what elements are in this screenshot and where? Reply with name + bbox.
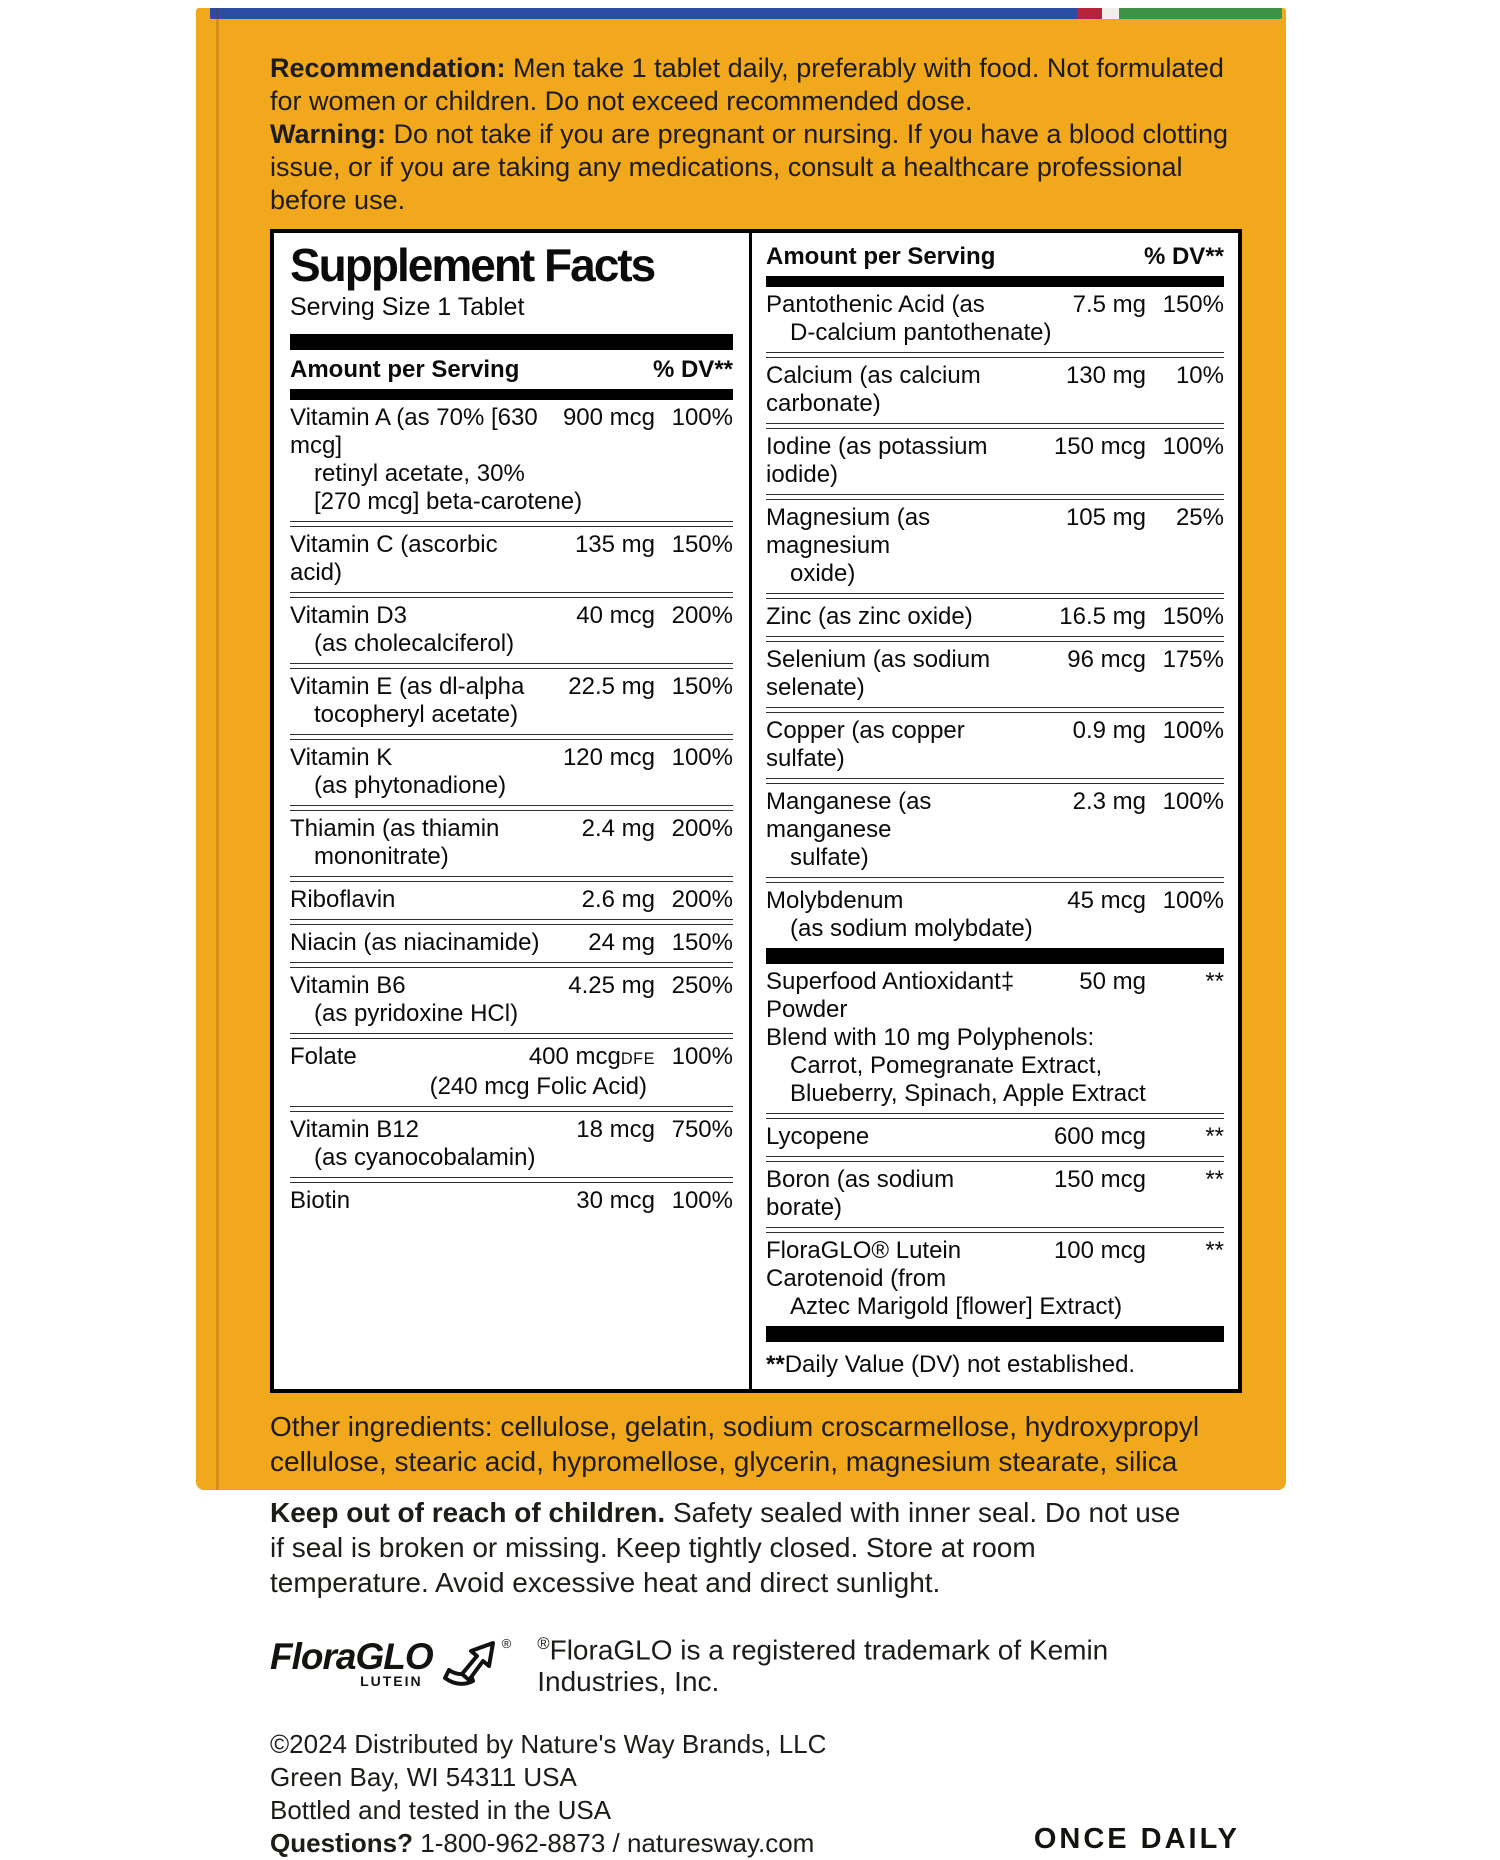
nutrient-amount: 96 mcg [1067,646,1146,673]
nutrient-name: Vitamin D3 [290,602,407,630]
nutrient-name-continuation: mononitrate) [314,843,449,871]
nutrient-name: Niacin (as niacinamide) [290,929,540,957]
nutrient-amount: 50 mg [1079,968,1146,995]
nutrient-row [766,964,1224,1113]
nutrient-amount: 2.3 mg [1072,788,1146,815]
nutrient-amount: 24 mg [588,929,655,957]
nutrient-dv: 250% [671,972,733,1000]
distributor-block [270,1728,1242,1860]
package-back-panel [196,8,1286,1859]
nutrient-row [290,811,733,876]
nutrient-dv: 150% [671,929,733,957]
floraglo-trademark-row [270,1634,1242,1698]
keep-out-label: Keep out of reach of children. [270,1497,666,1528]
address-line: Green Bay, WI 54311 USA [270,1762,577,1793]
divider-bar-thick [766,948,1224,964]
nutrient-amount: 16.5 mg [1059,603,1146,630]
nutrient-amount: 18 mcg [576,1116,655,1144]
nutrient-name-continuation: sulfate) [790,844,869,871]
nutrient-dv: 100% [1162,788,1224,815]
nutrient-name: Iodine (as potassium iodide) [766,433,988,488]
nutrient-dv: 200% [671,602,733,630]
nutrient-row [766,500,1224,593]
nutrient-name: Calcium (as calcium carbonate) [766,362,981,417]
nutrient-row [766,429,1224,494]
nutrient-name: Pantothenic Acid (as [766,291,985,318]
nutrient-name-continuation: [270 mcg] beta-carotene) [314,488,583,516]
package-fold-line [216,8,219,1490]
nutrient-name: Copper (as copper sulfate) [766,717,965,772]
nutrient-row [290,400,733,521]
nutrient-dv: 100% [671,1043,733,1071]
nutrient-amount: 22.5 mg [568,673,655,701]
nutrient-amount: 45 mcg [1067,887,1146,914]
nutrient-name: Folate [290,1043,357,1071]
nutrient-name-continuation: (as phytonadione) [314,772,507,800]
floraglo-brand-text: FloraGLO [270,1636,433,1678]
header-dv-label: % DV** [652,356,733,384]
strip-blue-segment [210,8,1078,19]
divider-bar-medium [290,389,733,400]
nutrient-name: Zinc (as zinc oxide) [766,603,973,630]
nutrient-name-continuation: D-calcium pantothenate) [790,319,1052,346]
nutrient-row [766,784,1224,877]
divider-bar-thick [766,1326,1224,1342]
nutrient-name-continuation: Blueberry, Spinach, Apple Extract [790,1080,1146,1107]
nutrient-row [766,287,1224,352]
nutrient-amount: 7.5 mg [1072,291,1146,318]
floraglo-wordmark [270,1638,433,1689]
nutrient-row [766,1119,1224,1156]
nutrient-name: Boron (as sodium borate) [766,1166,955,1221]
nutrient-row [290,527,733,592]
header-amount-label: Amount per Serving [290,356,520,384]
nutrient-name-continuation: retinyl acetate, 30% [314,460,525,488]
keep-out-text: Safety sealed with inner seal. Do not use if seal is broken or missing. Keep tightly closed. Store at room temperature. Avoid excessive heat and direct sunlight. [270,1497,1181,1598]
warning-paragraph [270,118,1242,217]
nutrient-amount: 135 mg [574,531,655,559]
mineral-rows [766,287,1224,948]
nutrient-name: Vitamin B6 [290,972,406,1000]
nutrient-amount: 150 mcg [1053,1166,1146,1193]
nutrient-row [290,882,733,919]
nutrient-name-continuation: Aztec Marigold [flower] Extract) [790,1293,1123,1320]
nutrient-name: Thiamin (as thiamin [290,815,500,843]
header-dv-label: % DV** [1143,243,1224,270]
nutrient-dv: 150% [671,531,733,559]
nutrient-amount: 40 mcg [576,602,655,630]
warning-text: Do not take if you are pregnant or nursing. If you have a blood clotting issue, or if you are taking any medications, consult a healthcare professional before use. [270,119,1229,215]
header-amount-label: Amount per Serving [766,243,996,270]
nutrient-row [290,968,733,1033]
nutrient-name-continuation: (as sodium molybdate) [790,915,1033,942]
column-header [766,237,1224,276]
column-header [290,350,733,389]
vitamin-rows [290,400,733,1220]
floraglo-registered-mark: ® [501,1636,512,1652]
recommendation-paragraph [270,52,1242,118]
dv-footnote [766,1342,1224,1383]
bottled-line: Bottled and tested in the USA [270,1795,612,1826]
nutrient-dv: 150% [671,673,733,701]
supplement-facts-panel [270,229,1242,1393]
nutrient-dv: 200% [671,815,733,843]
nutrient-dv: 100% [1162,433,1224,460]
nutrient-name-continuation: (as cyanocobalamin) [314,1144,536,1172]
nutrient-dv: 100% [1162,887,1224,914]
nutrient-row [766,599,1224,636]
trademark-reg-symbol: ® [537,1634,550,1653]
divider-bar-medium [766,276,1224,287]
nutrient-name: Magnesium (as magnesium [766,504,931,559]
nutrient-name: Manganese (as manganese [766,788,932,843]
label-content [270,52,1242,1860]
floraglo-arrow-icon [435,1636,501,1694]
nutrient-dv: 100% [671,1187,733,1215]
nutrient-amount: 400 mcgDFE [528,1043,655,1071]
trademark-note [537,1634,1242,1698]
nutrient-name: Riboflavin [290,886,396,914]
nutrient-dv: 150% [1162,291,1224,318]
nutrient-row [290,925,733,962]
nutrient-name-continuation: Blend with 10 mg Polyphenols: [766,1024,1095,1051]
nutrient-amount: 100 mcg [1053,1237,1146,1264]
nutrient-amount: 120 mcg [562,744,655,772]
questions-contact: 1-800-962-8873 / naturesway.com [413,1828,815,1859]
nutrient-name: Vitamin A (as 70% [630 mcg] [290,404,538,460]
keep-out-of-reach [270,1495,1184,1600]
divider-bar-thick [290,334,733,350]
trademark-text: FloraGLO is a registered trademark of Kemin Industries, Inc. [537,1634,1109,1698]
nutrient-dv: 100% [671,404,733,432]
facts-left-column [274,233,752,1389]
nutrient-name-continuation: tocopheryl acetate) [314,701,519,729]
copyright-line: ©2024 Distributed by Nature's Way Brands, LLC [270,1729,827,1760]
nutrient-dv: 175% [1162,646,1224,673]
floraglo-lutein-text: LUTEIN [360,1673,423,1690]
strip-white-segment [1102,8,1119,19]
recommendation-label: Recommendation: [270,53,506,83]
once-daily-badge: ONCE DAILY [1033,1823,1240,1856]
nutrient-name: Vitamin E (as dl-alpha [290,673,525,701]
nutrient-name: Vitamin C (ascorbic acid) [290,531,498,587]
nutrient-dv: 100% [671,744,733,772]
nutrient-name: Vitamin K [290,744,393,772]
nutrient-row [290,740,733,805]
nutrient-name: Vitamin B12 [290,1116,419,1144]
nutrient-row [290,598,733,663]
nutrient-dv: 750% [671,1116,733,1144]
nutrient-name: Biotin [290,1187,351,1215]
nutrient-amount: 30 mcg [576,1187,655,1215]
nutrient-dv: ** [1205,1123,1224,1150]
nutrient-sub-amount: (240 mcg Folic Acid) [429,1073,647,1101]
nutrient-row [766,713,1224,778]
dv-footnote-text: Daily Value (DV) not established. [784,1351,1136,1378]
nutrient-amount: 105 mg [1065,504,1146,531]
nutrient-amount-unit-suffix: DFE [620,1050,655,1069]
nutrient-row [290,669,733,734]
nutrient-dv: 150% [1162,603,1224,630]
nutrient-dv: ** [1205,968,1224,995]
blend-rows [766,964,1224,1326]
strip-red-segment [1078,8,1102,19]
package-top-edge-strip [210,8,1282,19]
serving-size: Serving Size 1 Tablet [290,293,525,322]
nutrient-amount: 0.9 mg [1072,717,1146,744]
nutrient-name: Lycopene [766,1123,870,1150]
nutrient-row [766,358,1224,423]
nutrient-row [766,883,1224,948]
nutrient-row [766,1233,1224,1326]
nutrient-row [290,1112,733,1177]
nutrient-dv: 10% [1175,362,1224,389]
nutrient-dv: 100% [1162,717,1224,744]
other-ingredients: Other ingredients: cellulose, gelatin, sodium croscarmellose, hydroxypropyl cellulose, stearic acid, hypromellose, glycerin, magnesium stearate, silica [270,1411,1200,1477]
nutrient-row [290,1039,733,1106]
nutrient-amount: 4.25 mg [568,972,655,1000]
floraglo-logo [270,1638,511,1694]
nutrient-amount: 2.4 mg [581,815,655,843]
nutrient-name-continuation: oxide) [790,560,856,587]
nutrient-name-continuation: Carrot, Pomegranate Extract, [790,1052,1103,1079]
strip-green-segment [1119,8,1282,19]
nutrient-dv: ** [1205,1166,1224,1193]
nutrient-amount: 2.6 mg [581,886,655,914]
dv-footnote-asterisks: ** [766,1351,785,1378]
supplement-facts-title: Supplement Facts [290,239,655,291]
nutrient-dv: ** [1205,1237,1224,1264]
nutrient-row [766,642,1224,707]
nutrient-dv: 200% [671,886,733,914]
nutrient-amount: 600 mcg [1053,1123,1146,1150]
nutrient-name: FloraGLO® Lutein Carotenoid (from [766,1237,962,1292]
nutrient-amount: 150 mcg [1053,433,1146,460]
questions-label: Questions? [270,1828,414,1859]
facts-right-column [752,233,1238,1389]
nutrient-name-continuation: (as pyridoxine HCl) [314,1000,519,1028]
nutrient-name: Molybdenum [766,887,904,914]
nutrient-name: Selenium (as sodium selenate) [766,646,991,701]
nutrient-row [290,1183,733,1220]
nutrient-amount: 900 mcg [562,404,655,432]
nutrient-dv: 25% [1175,504,1224,531]
nutrient-name: Superfood Antioxidant‡ Powder [766,968,1015,1023]
warning-label: Warning: [270,119,386,149]
nutrient-row [766,1162,1224,1227]
recommendation-text: Men take 1 tablet daily, preferably with food. Not formulated for women or children. Do not exceed recommended dose. [270,53,1224,116]
nutrient-name-continuation: (as cholecalciferol) [314,630,515,658]
nutrient-amount: 130 mg [1065,362,1146,389]
